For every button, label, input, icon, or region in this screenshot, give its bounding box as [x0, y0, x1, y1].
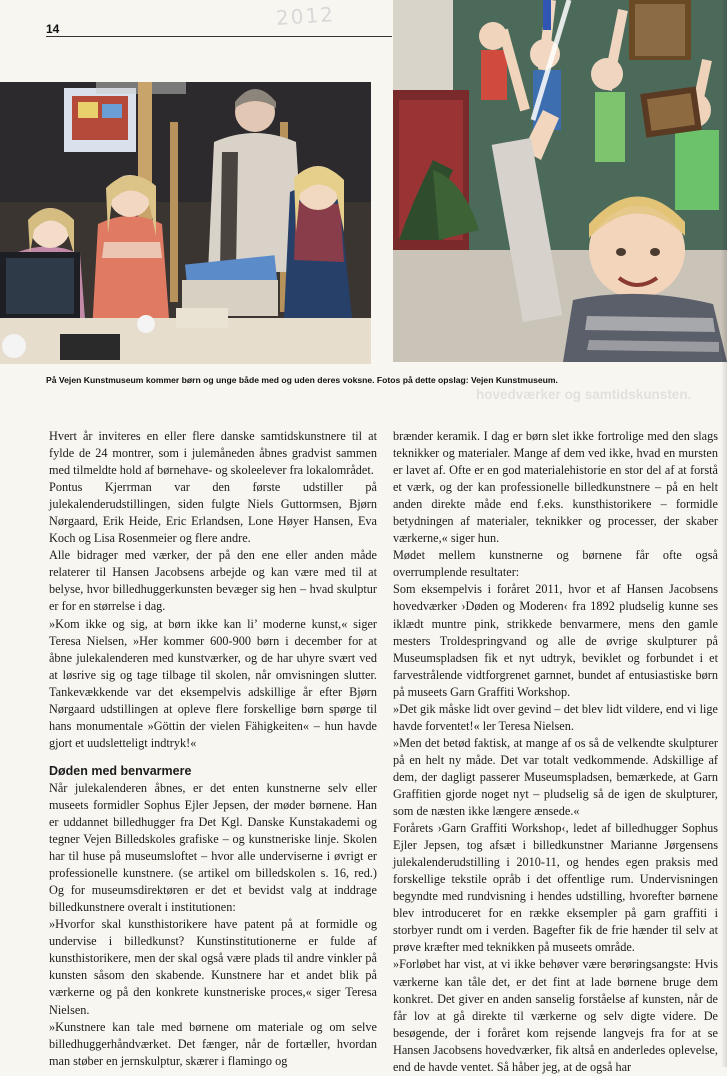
paragraph: »Kunstnere kan tale med børnene om materiale og om selve billedhuggerhåndværket. Det fænger, når de fortæller, hvordan man støber en jernskulptur, skærer i flamingo og [49, 1019, 377, 1068]
paragraph: Pontus Kjerrman var den første udstiller på julekalenderudstillingen, siden fulgte Niels Guttormsen, Bjørn Nørgaard, Erik Heide, Eric Erlandsen, Lone Høyer Hansen, Eva Koch og Lisa Rosenmeier og flere andre. [49, 480, 377, 546]
paragraph: »Men det betød faktisk, at mange af os så de velkendte skulpturer på en helt ny måde. Det var totalt vedkommende. Adskillige af dem, der dagligt passerer Museumspladsen, bemærkede, at Garn Graffitien gjorde noget nyt – pludselig så de igen de skulpturer, som de næsten ikke længere ænsede.« [393, 735, 718, 819]
paragraph: »Kom ikke og sig, at børn ikke kan li’ moderne kunst,« siger Teresa Nielsen, »Her kommer 600-900 børn i december for at åbne julekalenderen med kunstværker, og de har uhyre svært ved at løsrive sig og tage tilbage til skolen, når omvisningen slutter. Tankevækkende var det eksempelvis adskillige år efter Bjørn Nørgaard udstillingen at opleve flere forskellige børn spørge til hans monumentale »Göttin der vielen Fähigkeiten« – hun havde gjort et uudsletteligt indtryk!« [49, 616, 377, 750]
page-number: 14 [46, 22, 60, 36]
paragraph: Som eksempelvis i foråret 2011, hvor et af Hansen Jacobsens hovedværker ›Døden og Moderen‹ fra 1892 pludselig kunne ses iklædt muntre pink, strikkede benvarmere, mens den gamle mesters Troldespringvand og alle de øvrige skulpturer på Museumspladsen fik et nyt udtryk, beviklet og forbundet i et farvestrålende vidtforgrenet garnnet, bundet af entusiastiske børn på museets Garn Graffiti Workshop. [393, 582, 718, 699]
children-raising-hands-photo [393, 0, 727, 362]
header-rule [46, 36, 392, 37]
right-text-column [393, 428, 718, 1074]
paragraph: brænder keramik. I dag er børn slet ikke fortrolige med den slags teknikker og materialer. Mange af dem ved ikke, hvad en mursten er lavet af. Ofte er en god materialehistorie en stor del af at forstå et værk, og der kan professionelle billedkunstnere – på en helt anden direkte måde end f.eks. kunsthistorikere – formidle betydningen af materialer, teknikker og processer, der skaber værkerne,« siger hun. [393, 429, 718, 546]
paragraph: Alle bidrager med værker, der på den ene eller anden måde relaterer til Hansen Jacobsens arbejde og kan være med til at belyse, hvor billedhuggerkunsten bevæger sig hen – hvad skulptur er for en størrelse i dag. [49, 548, 377, 614]
paragraph: »Forløbet har vist, at vi ikke behøver være berøringsangste: Hvis værkerne kan tåle det, er det fint at lade børnene bruge dem konkret. Det giver en anden sanselig forståelse af kunsten, når de får lov at gå direkte til værkerne og selv digte videre. De besøgende, der i foråret kom rejsende langvejs fra for at se Hansen Jacobsens hovedværker, fik altså en anderledes oplevelse, end de havde ventet. Så håber jeg, at de også har [393, 957, 718, 1074]
handwritten-note: 2012 [275, 1, 336, 31]
paragraph: Hvert år inviteres en eller flere danske samtidskunstnere til at fylde de 24 montrer, som i julemåneden åbnes gradvist sammen med tilmeldte hold af børnehave- og skoleelever fra lokalområdet. [49, 429, 377, 478]
show-through-text: hovedværker og samtidskunsten. [476, 387, 692, 402]
paragraph: Når julekalenderen åbnes, er det enten kunstnerne selv eller museets formidler Sophus Ejler Jepsen, der møder børnene. Han er uddannet billedhugger fra Det Kgl. Danske Kunstakademi og tegner Vejen Billedskoles grafiske – og kunstneriske linje. Skolen har til huse på museumsloftet – hvor alle underviserne i øvrigt er professionelle kunstnere. (se artikel om billedskolen s. 16, red.) Og for museumsdirektøren er det et bevidst valg at inddrage billedkunstnere overalt i institutionen: [49, 780, 377, 915]
photo-caption: På Vejen Kunstmuseum kommer børn og unge både med og uden deres voksne. Fotos på dette opslag: Vejen Kunstmuseum. [46, 375, 558, 385]
scan-shadow [721, 0, 727, 1067]
paragraph: Forårets ›Garn Graffiti Workshop‹, ledet af billedhugger Sophus Ejler Jepsen, tog afsæt i billedkunstner Marianne Jørgensens julekalenderudstilling i 2010-11, og hendes egen praksis med forskellige tekstile opråb i det offentlige rum. Undervisningen begyndte med rundvisning i hendes udstilling, hvorefter børnene blev introduceret for en række eksempler på garn graffiti i storbyer rundt om i verden. Bagefter fik de frie hænder til selv at prøve kræfter med teknikken på museets område. [393, 821, 718, 955]
left-text-column [49, 428, 377, 1068]
section-heading: Døden med benvarmere [49, 763, 192, 778]
paragraph: »Det gik måske lidt over gevind – det blev lidt vildere, end vi lige havde forventet!« ler Teresa Nielsen. [393, 701, 718, 733]
paragraph: Mødet mellem kunstnerne og børnene får ofte også overrumplende resultater: [393, 548, 718, 580]
children-art-workshop-photo [0, 82, 371, 364]
paragraph: »Hvorfor skal kunsthistorikere have patent på at formidle og undervise i billedkunst? Kunstinstitutionerne er fulde af kunsthistorikere, men der skal også være plads til andre vinkler på kunsten såsom den skabende. Kunstnere har et andet blik på værkerne og på den konkrete kunstneriske proces,« siger Teresa Nielsen. [49, 917, 377, 1017]
